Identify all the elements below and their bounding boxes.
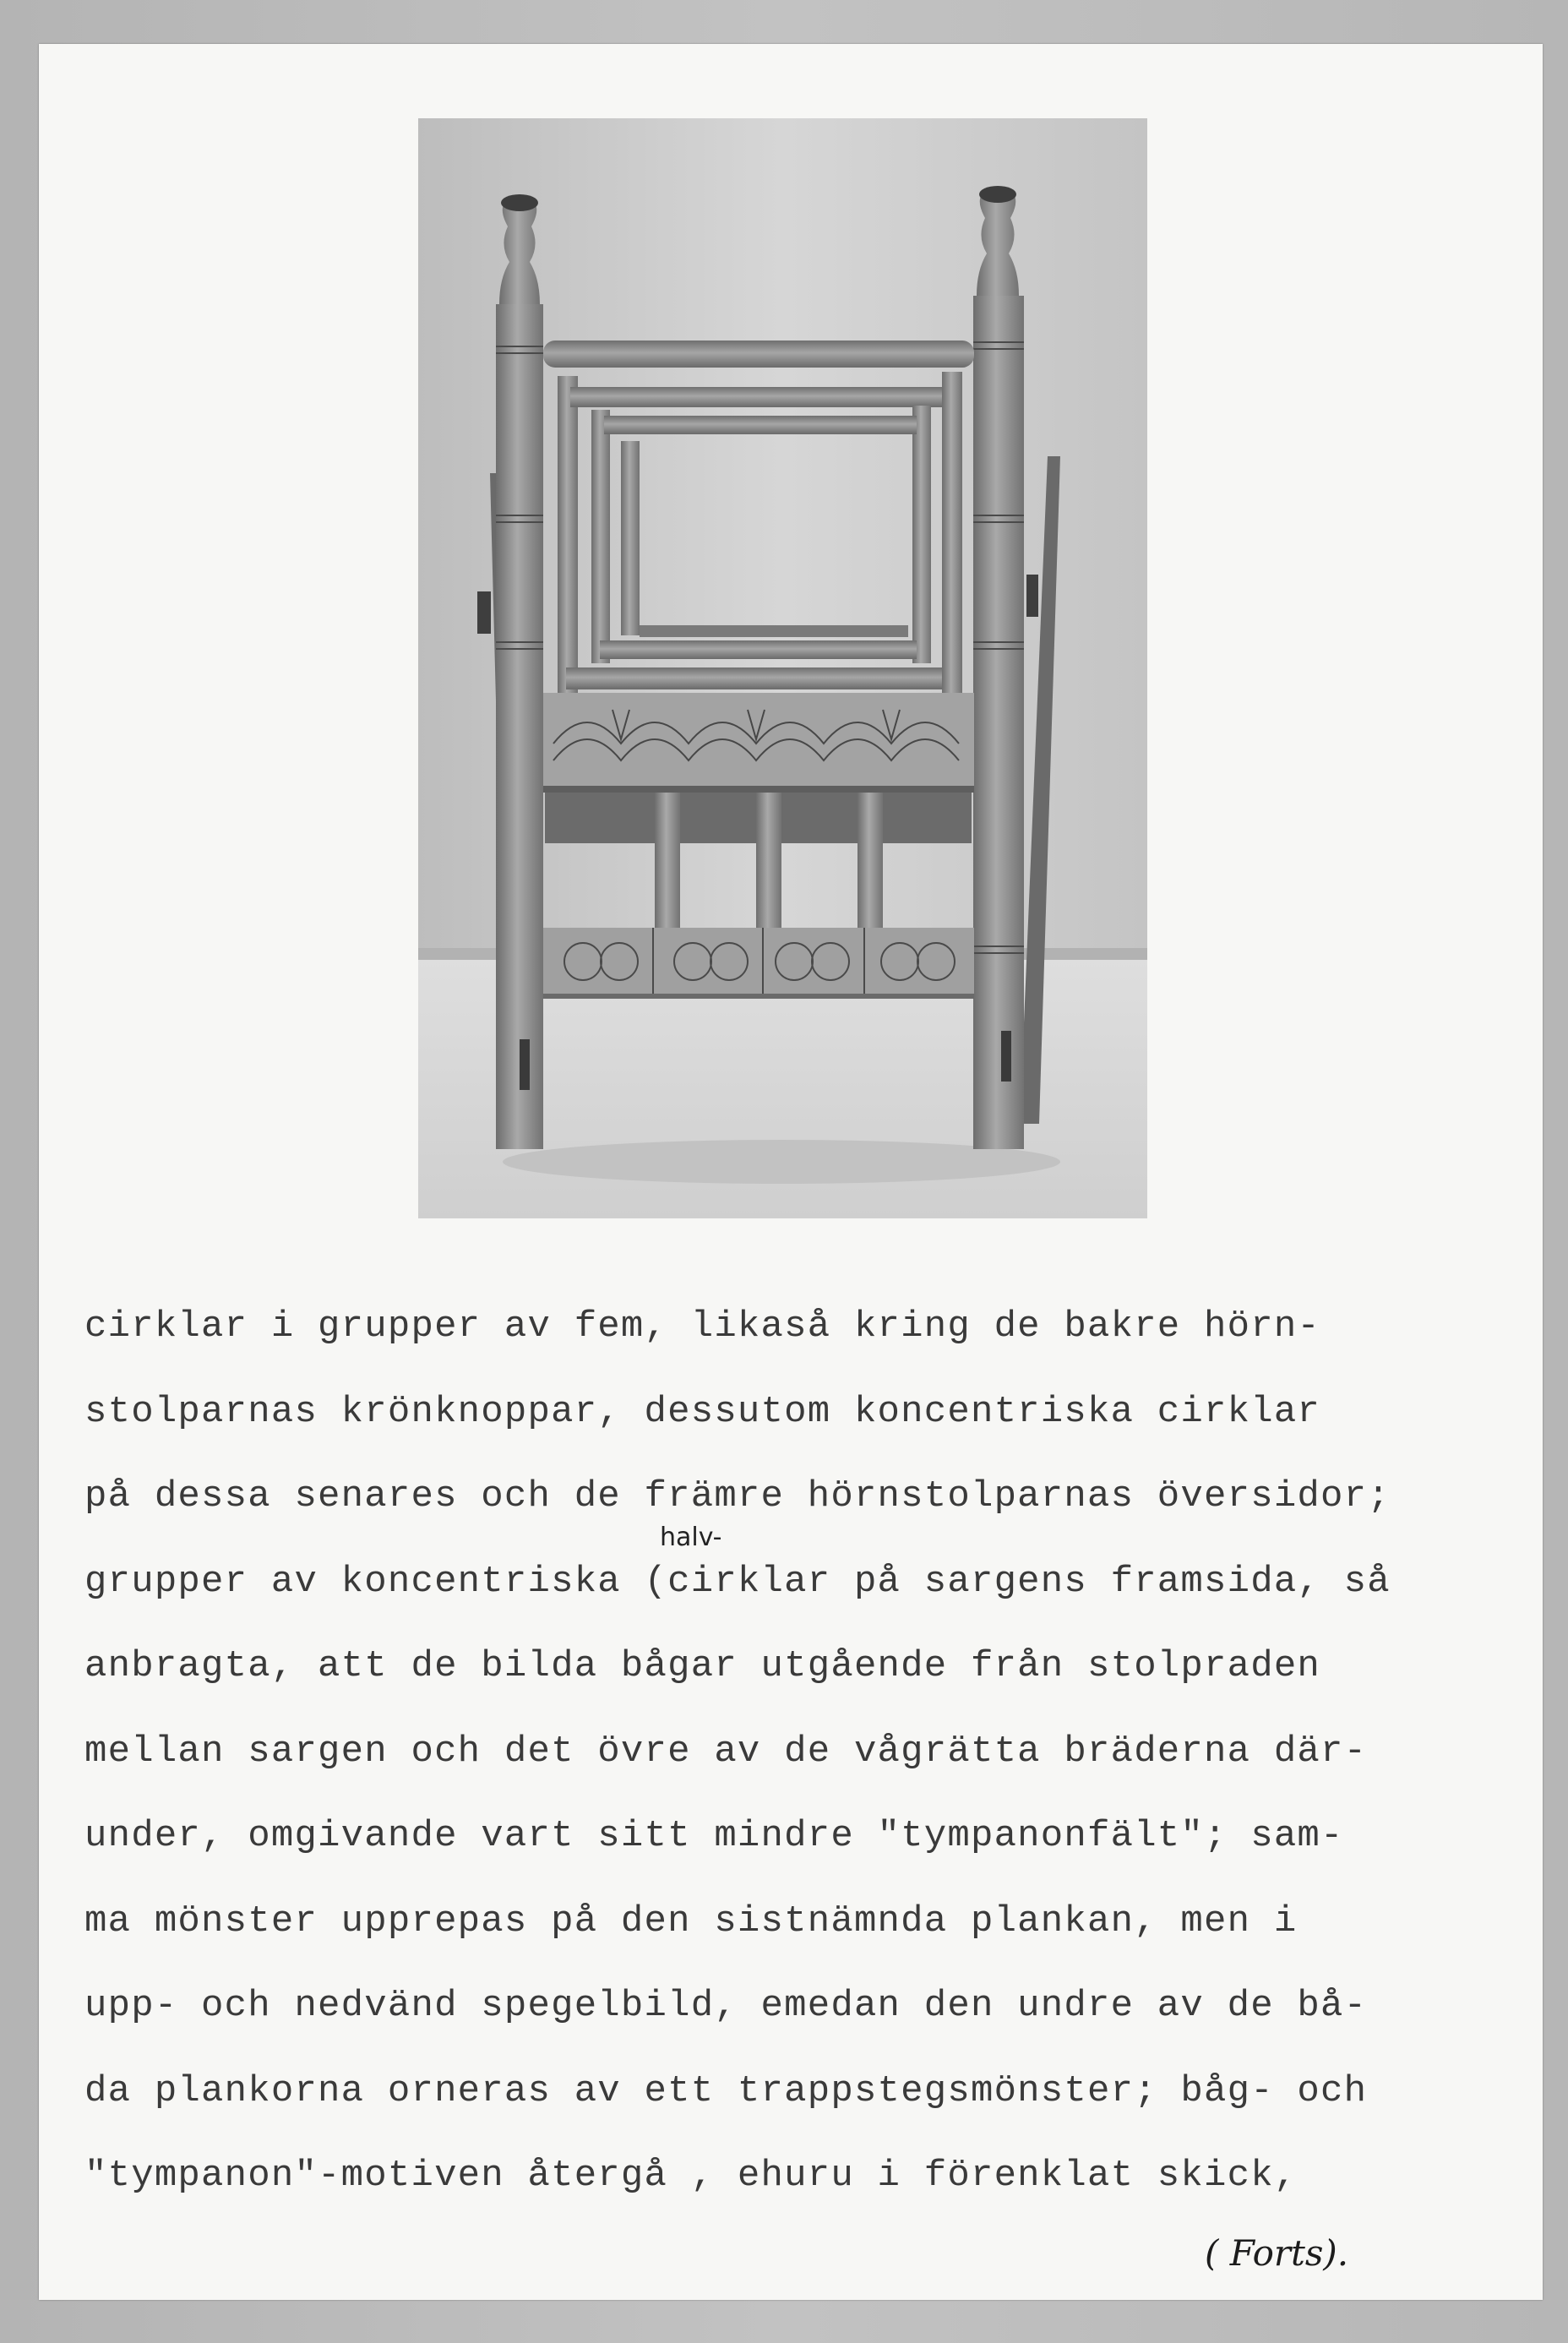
document-page xyxy=(39,44,1543,2300)
text-line: "tympanon"-motiven återgå , ehuru i förenklat skick, xyxy=(84,2155,1298,2197)
typed-text-block xyxy=(84,1284,1554,2219)
text-line: cirklar i grupper av fem, likaså kring de bakre hörn- xyxy=(84,1305,1321,1348)
handwritten-insert-halv: halv- xyxy=(660,1523,722,1552)
text-line: under, omgivande vart sitt mindre "tympanonfält"; sam- xyxy=(84,1815,1344,1857)
handwritten-forts-note: ( Forts). xyxy=(1205,2232,1349,2274)
text-line: mellan sargen och det övre av de vågrätta bräderna där- xyxy=(84,1730,1368,1773)
text-line: stolparnas krönknoppar, dessutom koncentriska cirklar xyxy=(84,1390,1321,1433)
text-line: grupper av koncentriska (cirklar på sargens framsida, så xyxy=(84,1560,1391,1603)
text-line: da plankorna orneras av ett trappstegsmönster; båg- och xyxy=(84,2069,1368,2112)
chair-photograph xyxy=(418,118,1147,1218)
text-line: anbragta, att de bilda bågar utgående från stolpraden xyxy=(84,1645,1321,1687)
text-line: på dessa senares och de främre hörnstolparnas översidor; xyxy=(84,1475,1391,1518)
text-line: upp- och nedvänd spegelbild, emedan den undre av de bå- xyxy=(84,1985,1368,2027)
text-line: ma mönster upprepas på den sistnämnda plankan, men i xyxy=(84,1899,1298,1943)
